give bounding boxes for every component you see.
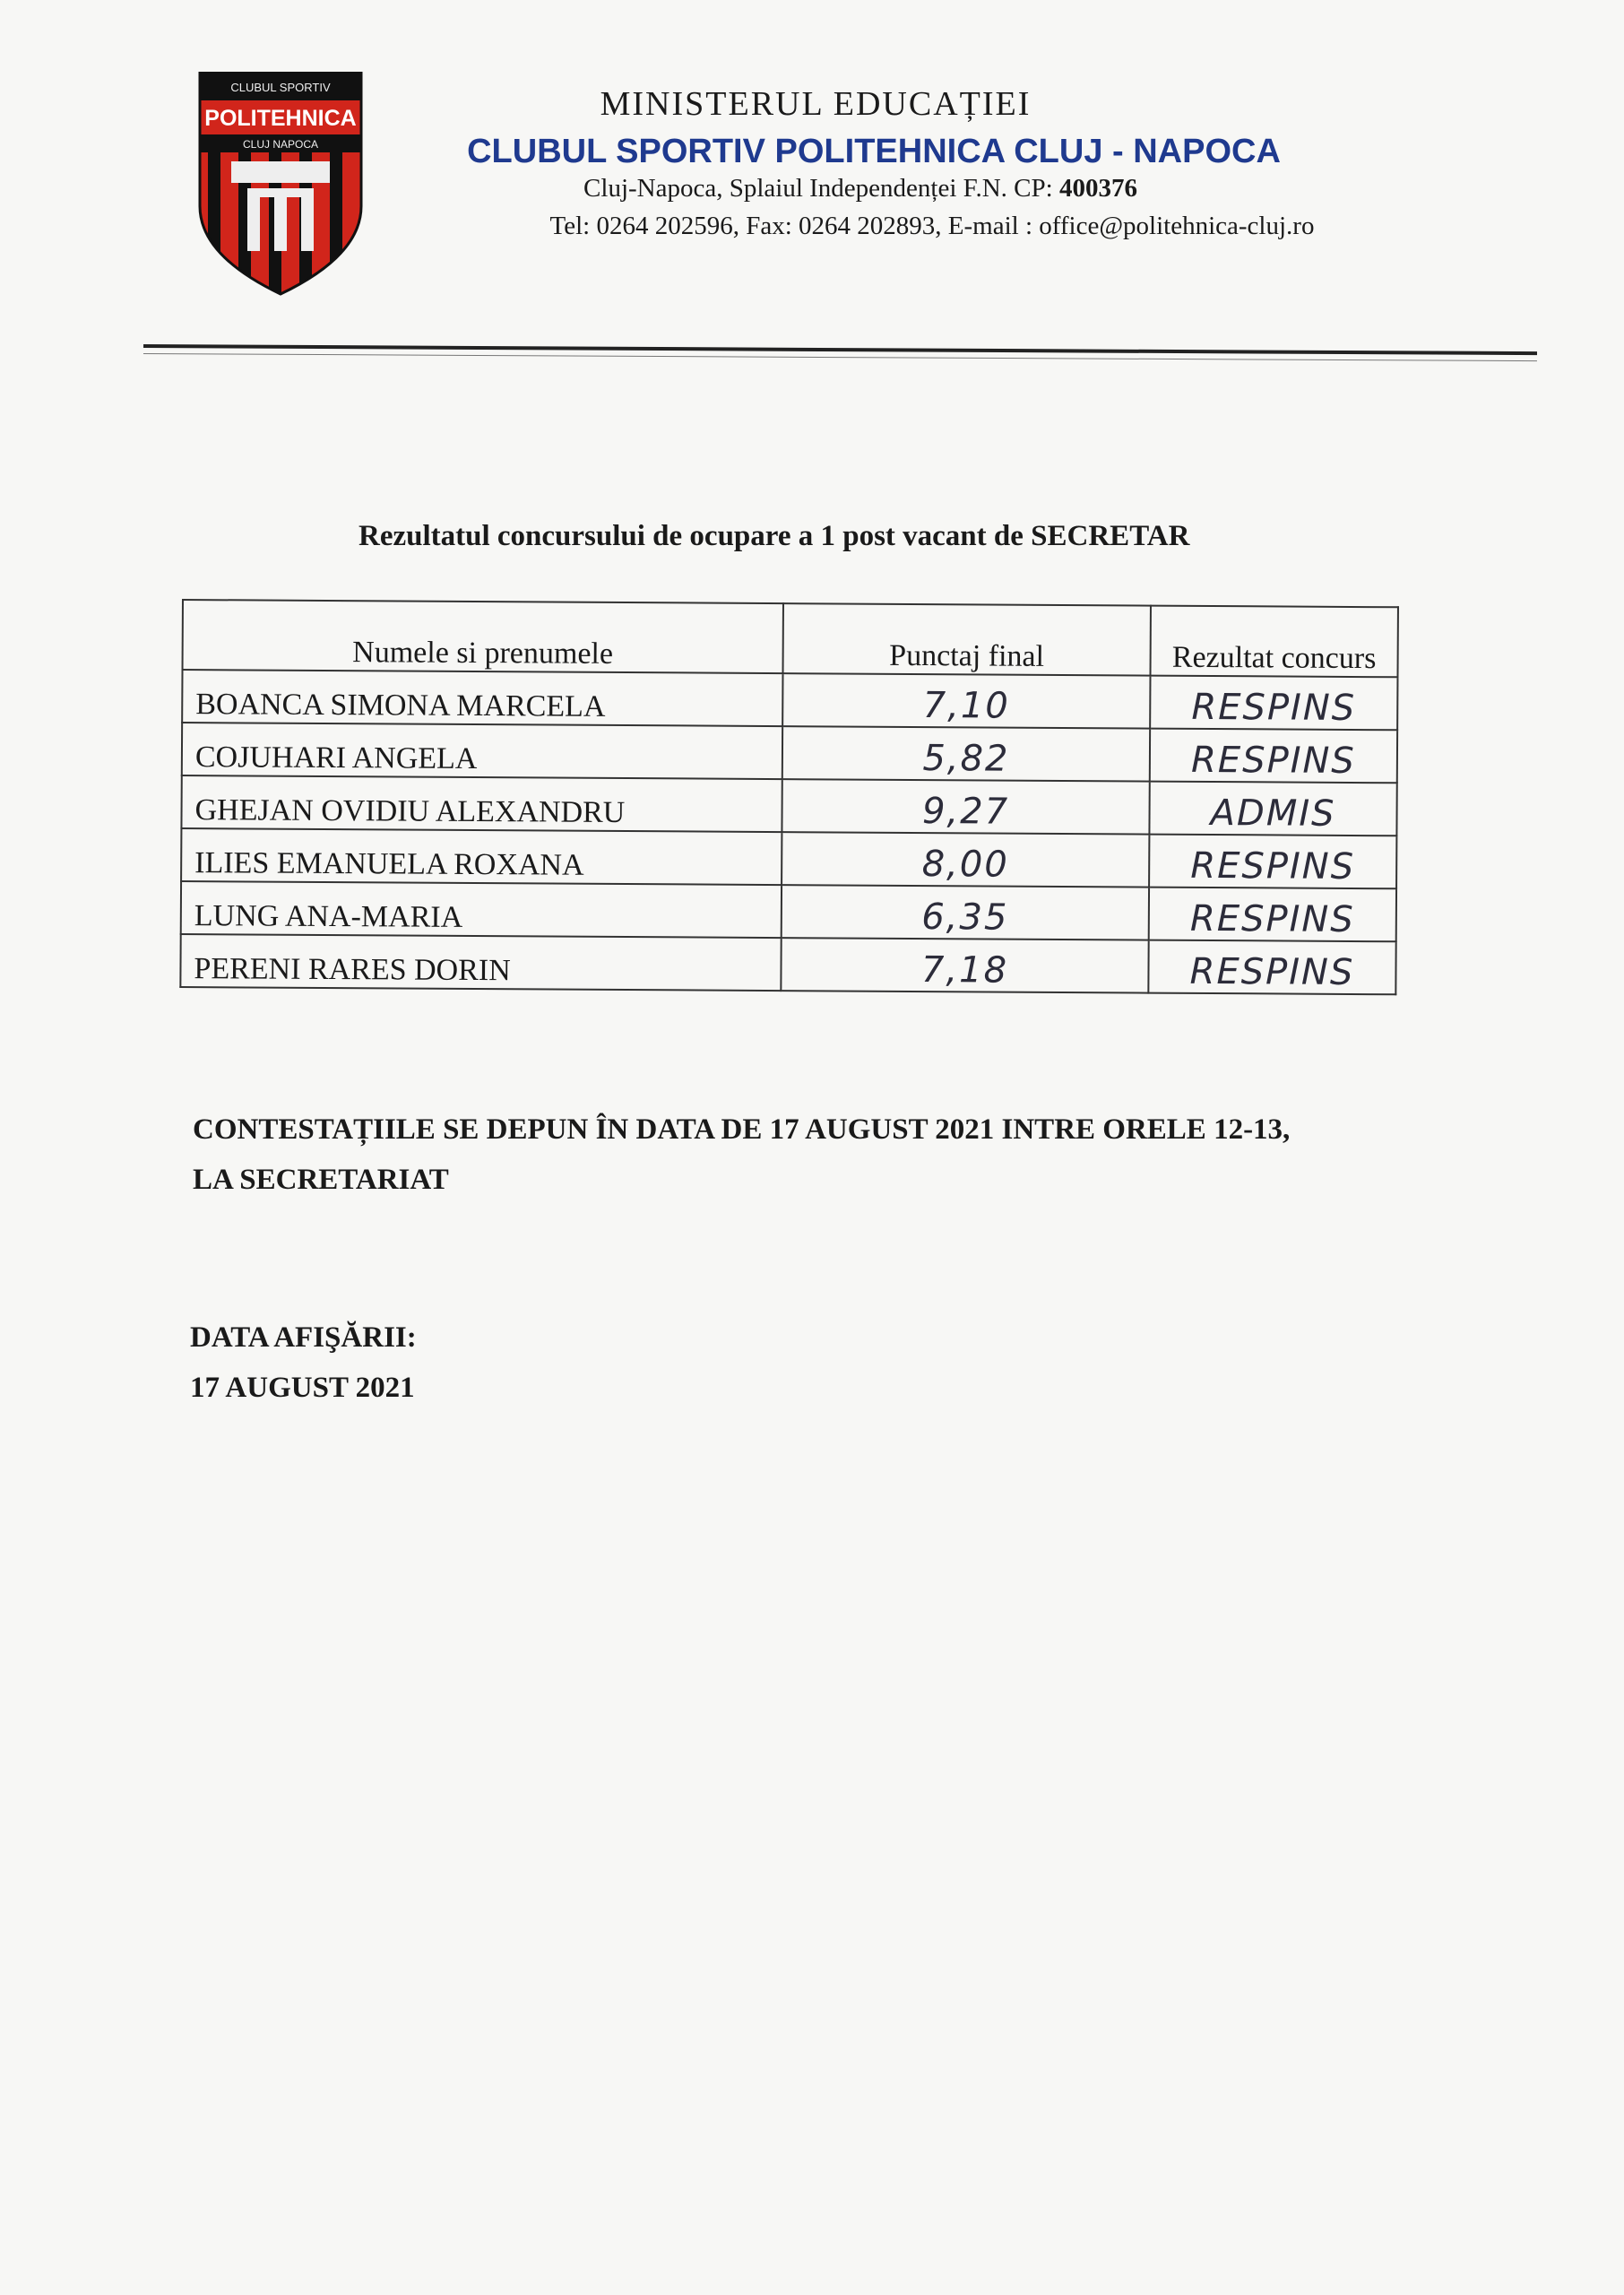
candidate-result: RESPINS bbox=[1150, 676, 1397, 731]
candidate-result: RESPINS bbox=[1148, 940, 1395, 995]
candidate-result: ADMIS bbox=[1149, 782, 1396, 836]
ministry-title: MINISTERUL EDUCAȚIEI bbox=[600, 85, 1032, 123]
postal-code: 400376 bbox=[1058, 174, 1137, 203]
notice-line-2: LA SECRETARIAT bbox=[193, 1164, 449, 1196]
table-row bbox=[182, 670, 1397, 730]
candidate-score: 5,82 bbox=[782, 726, 1150, 782]
candidate-name: PERENI RARES DORIN bbox=[180, 934, 781, 991]
club-contact: Tel: 0264 202596, Fax: 0264 202893, E-mail : office@politehnica-cluj.ro bbox=[549, 212, 1315, 240]
club-title: CLUBUL SPORTIV POLITEHNICA CLUJ - NAPOCA bbox=[467, 133, 1281, 170]
candidate-score: 7,10 bbox=[782, 673, 1150, 729]
appeals-notice bbox=[193, 1104, 1290, 1205]
club-address bbox=[502, 174, 1219, 204]
table-row bbox=[181, 881, 1396, 941]
header-score: Punctaj final bbox=[783, 603, 1151, 676]
candidate-score: 9,27 bbox=[782, 779, 1149, 835]
club-logo bbox=[195, 72, 366, 296]
candidate-result: RESPINS bbox=[1150, 729, 1397, 784]
notice-line-1: CONTESTAȚIILE SE DEPUN ÎN DATA DE 17 AUGUST 2021 INTRE ORELE 12-13, bbox=[193, 1113, 1291, 1146]
candidate-name: COJUHARI ANGELA bbox=[182, 723, 782, 779]
candidate-score: 8,00 bbox=[782, 832, 1149, 888]
display-date-label: DATA AFIŞĂRII: bbox=[190, 1321, 417, 1354]
candidate-result: RESPINS bbox=[1149, 835, 1396, 889]
candidate-name: BOANCA SIMONA MARCELA bbox=[182, 670, 782, 726]
candidate-score: 7,18 bbox=[781, 938, 1148, 993]
candidate-score: 6,35 bbox=[782, 885, 1149, 940]
candidate-name: LUNG ANA-MARIA bbox=[181, 881, 782, 938]
display-date-value: 17 AUGUST 2021 bbox=[190, 1372, 415, 1404]
logo-name: POLITEHNICA bbox=[204, 106, 357, 131]
results-table bbox=[179, 599, 1399, 995]
document-title: Rezultatul concursului de ocupare a 1 post vacant de SECRETAR bbox=[358, 520, 1190, 552]
candidate-name: GHEJAN OVIDIU ALEXANDRU bbox=[181, 775, 782, 832]
address-text: Cluj-Napoca, Splaiul Independenței F.N. CP: bbox=[583, 174, 1059, 203]
table-header-row bbox=[183, 600, 1398, 677]
table-row bbox=[181, 828, 1396, 888]
header-name: Numele si prenumele bbox=[183, 600, 783, 673]
candidate-name: ILIES EMANUELA ROXANA bbox=[181, 828, 782, 885]
table-row bbox=[182, 723, 1397, 783]
logo-top-text: CLUBUL SPORTIV bbox=[230, 81, 331, 94]
header-result: Rezultat concurs bbox=[1150, 606, 1397, 678]
table-row bbox=[181, 775, 1396, 836]
header-divider bbox=[143, 344, 1537, 361]
logo-sub-text: CLUJ NAPOCA bbox=[242, 138, 319, 151]
candidate-result: RESPINS bbox=[1149, 888, 1396, 942]
table-row bbox=[180, 934, 1395, 994]
